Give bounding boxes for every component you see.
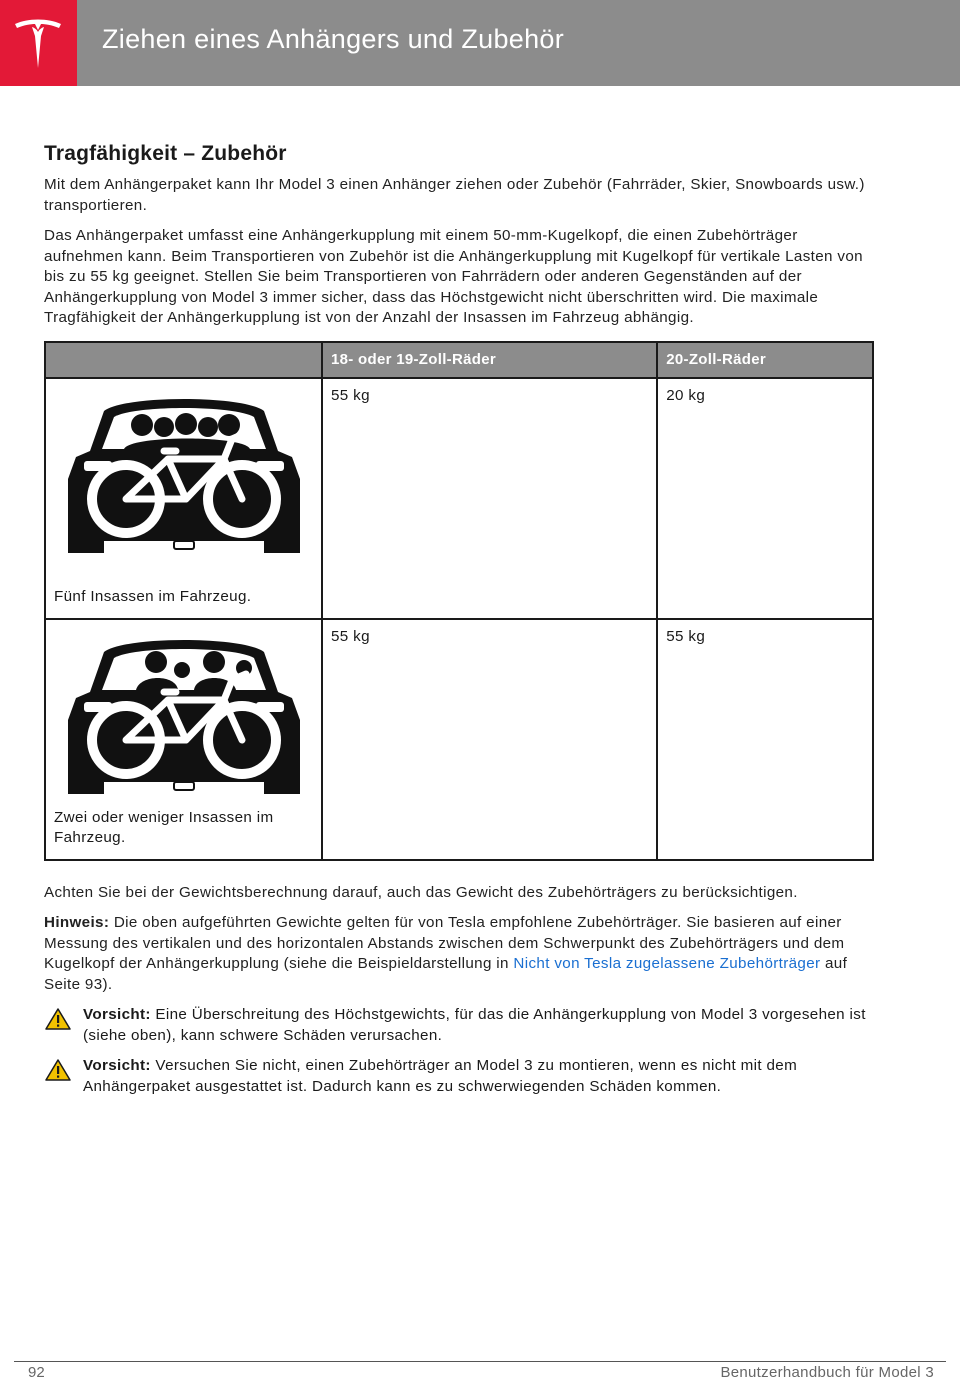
illustration-cell (45, 378, 322, 619)
note-label: Hinweis: (44, 914, 110, 931)
warning-block-no-tow-package (44, 1056, 874, 1097)
table-cell-value: 55 kg (322, 378, 657, 619)
tesla-logo-icon (12, 16, 64, 70)
table-header-row (45, 342, 873, 378)
warning-block-overload (44, 1005, 874, 1046)
intro-paragraph: Mit dem Anhängerpaket kann Ihr Model 3 einen Anhänger ziehen oder Zubehör (Fahrräder, Skier, Snowboards usw.) transportieren. (44, 176, 865, 214)
main-content (44, 142, 874, 1107)
warning-text: Versuchen Sie nicht, einen Zubehörträger an Model 3 zu montieren, wenn es nicht mit dem Anhängerpaket ausgestattet ist. Dadurch kann es zu schwerwiegenden Schäden kommen. (83, 1057, 798, 1095)
illustration-cell (45, 619, 322, 860)
table-header-18-19-inch: 18- oder 19-Zoll-Räder (322, 342, 657, 378)
warning-triangle-icon (44, 1058, 72, 1082)
weight-calculation-paragraph: Achten Sie bei der Gewichtsberechnung darauf, auch das Gewicht des Zubehörträgers zu berücksichtigen. (44, 883, 798, 901)
note-text-before: Die oben aufgeführten Gewichte gelten für von Tesla empfohlene Zubehörträger. Sie basieren auf einer Messung des vertikalen und des horizontalen Abstands zwischen dem Schwerpunkt des Zubehörträgers und dem Kugelkopf der Anhängerkupplung (siehe die Beispieldarstellung in (44, 914, 845, 972)
row-caption-five-occupants: Fünf Insassen im Fahrzeug. (54, 588, 252, 605)
capacity-table (44, 341, 874, 861)
car-five-occupants-bike-icon (64, 391, 304, 559)
note-text-after: auf Seite 93). (44, 955, 848, 993)
warning-label: Vorsicht: (83, 1006, 151, 1023)
table-header-20-inch: 20-Zoll-Räder (657, 342, 873, 378)
footer-divider (14, 1361, 946, 1362)
car-two-occupants-bike-icon (64, 632, 304, 800)
section-title: Tragfähigkeit – Zubehör (44, 142, 287, 165)
warning-text: Eine Überschreitung des Höchstgewichts, für das die Anhängerkupplung von Model 3 vorgesehen ist (siehe oben), kann schwere Schäden verursachen. (83, 1006, 866, 1044)
table-cell-value: 20 kg (657, 378, 873, 619)
table-row (45, 619, 873, 860)
row-caption-two-occupants: Zwei oder weniger Insassen im Fahrzeug. (54, 808, 274, 846)
link-non-tesla-carriers[interactable]: Nicht von Tesla zugelassene Zubehörträger (513, 955, 821, 972)
table-header-empty (45, 342, 322, 378)
warning-triangle-icon (44, 1007, 72, 1031)
footer-page-number: 92 (28, 1364, 45, 1381)
table-cell-value: 55 kg (657, 619, 873, 860)
header-bar (77, 0, 960, 86)
footer-manual-title: Benutzerhandbuch für Model 3 (720, 1364, 934, 1381)
warning-label: Vorsicht: (83, 1057, 151, 1074)
header-logo-box (0, 0, 77, 86)
note-paragraph (44, 913, 874, 995)
table-row (45, 378, 873, 619)
table-cell-value: 55 kg (322, 619, 657, 860)
page-header-title: Ziehen eines Anhängers und Zubehör (102, 24, 565, 54)
hitch-paragraph: Das Anhängerpaket umfasst eine Anhängerkupplung mit einem 50-mm-Kugelkopf, die einen Zubehörträger aufnehmen kann. Beim Transportieren von Zubehör ist die Anhängerkupplung mit Kugelkopf für vertikale Lasten von bis zu 55 kg geeignet. Stellen Sie beim Transportieren von Fahrrädern oder anderen Gegenständen auf der Anhängerkupplung von Model 3 immer sicher, dass das Höchstgewicht nicht überschritten wird. Die maximale Tragfähigkeit der Anhängerkupplung ist von der Anzahl der Insassen im Fahrzeug abhängig. (44, 227, 863, 326)
